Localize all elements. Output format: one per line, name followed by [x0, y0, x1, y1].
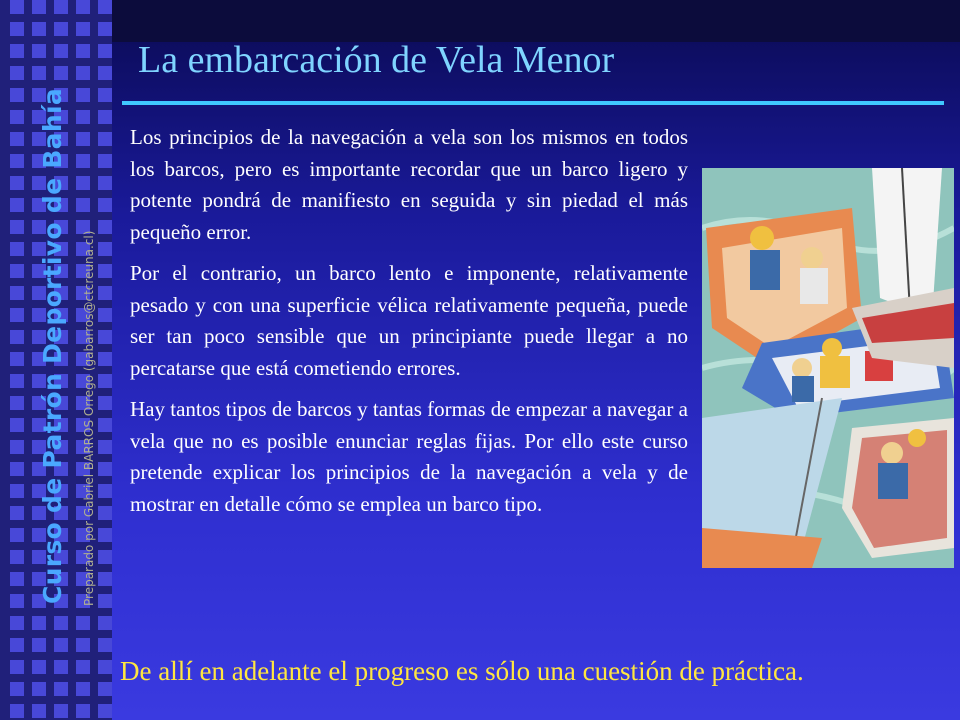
sidebar-pattern: [98, 0, 112, 720]
sailing-dinghies-illustration: [702, 168, 954, 568]
title-divider: [122, 101, 944, 105]
footer-note: De allí en adelante el progreso es sólo una cuestión de práctica.: [120, 656, 804, 686]
paragraph: Por el contrario, un barco lento e imponente, relativamente pesado y con una superficie vélica relativamente pequeña, puede ser tan poco sensible que un principiante puede llegar a no percatarse que está cometiendo errores.: [130, 261, 688, 380]
top-band: [112, 0, 960, 42]
course-title: Curso de Patrón Deportivo de Bahía: [38, 88, 67, 604]
sidebar-pattern: [10, 0, 24, 720]
slide-title: La embarcación de Vela Menor: [138, 39, 615, 81]
paragraph: Los principios de la navegación a vela son los mismos en todos los barcos, pero es importante recordar que un barco ligero y potente pondrá de manifiesto en seguida y sin piedad el más pequeño error.: [130, 125, 688, 244]
boats-illustration-icon: [702, 168, 954, 568]
author-credit: Preparado por Gabriel BARROS Orrego (gabarros@ctcreuna.cl): [82, 230, 96, 606]
paragraph: Hay tantos tipos de barcos y tantas formas de empezar a navegar a vela que no es posible enunciar reglas fijas. Por ello este curso pretende explicar los principios de la navegación a vela y de mostrar en detalle cómo se emplea un barco tipo.: [130, 397, 688, 516]
slide-body: [130, 122, 688, 530]
